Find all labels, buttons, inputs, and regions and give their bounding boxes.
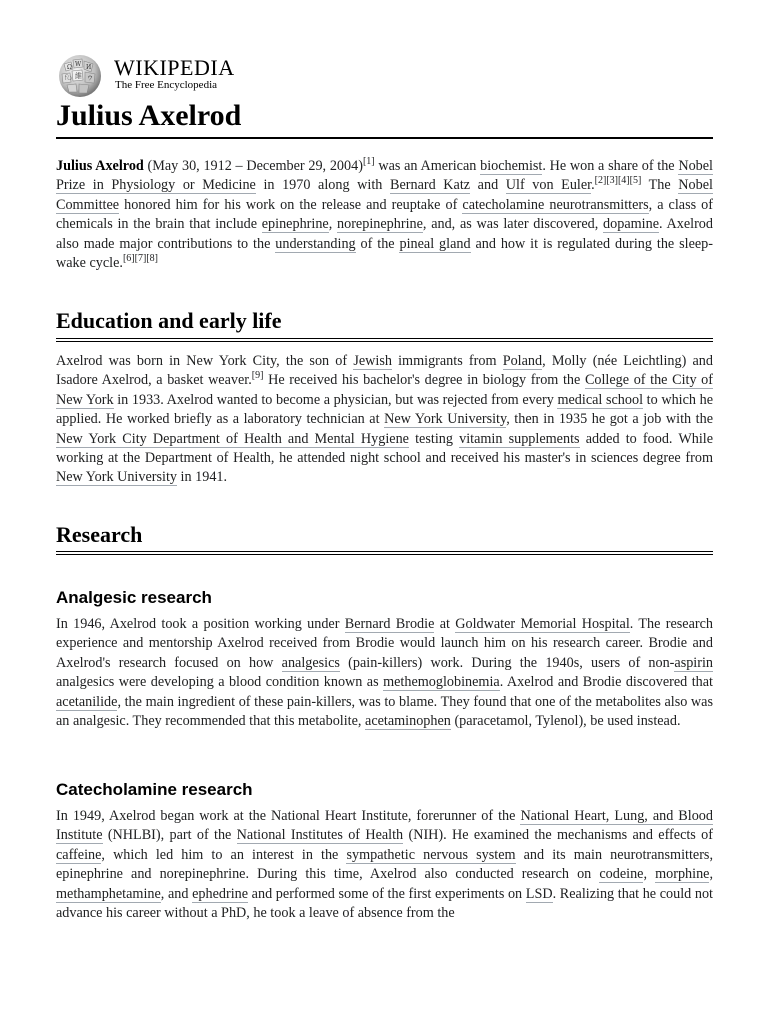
intro-paragraph: Julius Axelrod (May 30, 1912 – December 29, 2004)[1] was an American biochemist. He won a share of the Nobel Prize in Physiology or Medicine in 1970 along with Bernard Katz and Ulf von Euler.[2][3][4][5] The Nobel Committee honored him for his work on the release and reuptake of catecholamine neurotransmitters, a class of chemicals in the brain that include epinephrine, norepinephrine, and, as was later discovered, dopamine. Axelrod also made major contributions to the understanding of the pineal gland and how it is regulated during the sleep-wake cycle.[6][7][8] (56, 156, 714, 272)
section-divider-education (56, 338, 713, 342)
link-epinephrine[interactable]: epinephrine (261, 216, 329, 233)
link-methemoglobinemia[interactable]: methemoglobinemia (383, 674, 500, 691)
citation-ref[interactable]: [6][7][8] (122, 253, 158, 265)
subsection-heading-analgesic: Analgesic research (56, 588, 212, 607)
link-medical-school[interactable]: medical school (557, 391, 644, 408)
link-goldwater-memorial-hospital[interactable]: Goldwater Memorial Hospital (455, 616, 630, 632)
link-jewish[interactable]: Jewish (353, 353, 392, 369)
link-pineal-gland[interactable]: pineal gland (399, 235, 471, 252)
section-heading-research: Research (56, 522, 143, 547)
link-new-york-city-department-of-health-and-mental-hygiene[interactable]: New York City Department of Health and Mental Hygiene (56, 430, 409, 447)
link-biochemist[interactable]: biochemist (480, 158, 543, 174)
link-national-institutes-of-health[interactable]: National Institutes of Health (236, 827, 404, 844)
link-national-heart-lung-and-blood-institute[interactable]: National Heart, Lung, and Blood Institute (56, 808, 713, 844)
link-vitamin-supplements[interactable]: vitamin supplements (459, 430, 580, 447)
education-paragraph: Axelrod was born in New York City, the son of Jewish immigrants from Poland, Molly (née Leichtling) and Isadore Axelrod, a basket weaver.[9] He received his bachelor's degree in biology from the College of the City of New York in 1933. Axelrod wanted to become a physician, but was rejected from every medical school to which he applied. He worked briefly as a laboratory technician at New York University, then in 1935 he got a job with the New York City Department of Health and Mental Hygiene testing vitamin supplements added to food. While working at the Department of Health, he attended night school and received his master's in sciences degree from New York University in 1941. (56, 353, 714, 486)
citation-ref[interactable]: [1] (362, 156, 375, 167)
svg-text:W: W (75, 61, 82, 68)
link-caffeine[interactable]: caffeine (56, 846, 102, 863)
section-heading-education: Education and early life (56, 308, 282, 333)
link-new-york-university[interactable]: New York University (56, 469, 177, 486)
wikipedia-wordmark[interactable]: WIKIPEDIA (114, 55, 235, 80)
link-aspirin[interactable]: aspirin (674, 654, 714, 671)
link-acetaminophen[interactable]: acetaminophen (365, 713, 451, 730)
wikipedia-globe-logo-icon[interactable] (56, 54, 104, 98)
link-college-of-the-city-of-new-york[interactable]: College of the City of New York (56, 372, 713, 408)
svg-text:ি: ি (65, 75, 73, 82)
link-lsd[interactable]: LSD (525, 885, 553, 902)
link-sympathetic-nervous-system[interactable]: sympathetic nervous system (346, 846, 516, 863)
link-bernard-katz[interactable]: Bernard Katz (390, 177, 471, 194)
subsection-heading-catecholamine: Catecholamine research (56, 780, 253, 799)
svg-text:ウ: ウ (87, 75, 94, 82)
link-poland[interactable]: Poland (502, 353, 543, 369)
link-ulf-von-euler[interactable]: Ulf von Euler (505, 177, 592, 194)
svg-text:И: И (86, 64, 92, 71)
link-new-york-university[interactable]: New York University (384, 411, 507, 428)
link-acetanilide[interactable]: acetanilide (56, 693, 118, 710)
link-nobel-committee[interactable]: Nobel Committee (56, 177, 713, 213)
link-morphine[interactable]: morphine (655, 866, 710, 883)
link-codeine[interactable]: codeine (599, 866, 644, 883)
citation-ref[interactable]: [2][3][4][5] (594, 175, 642, 187)
link-norepinephrine[interactable]: norepinephrine (337, 216, 423, 233)
site-header[interactable] (56, 54, 356, 98)
catecholamine-paragraph: In 1949, Axelrod began work at the National Heart Institute, forerunner of the National Heart, Lung, and Blood Institute (NHLBI), part of the National Institutes of Health (NIH). He examined the mechanisms and effects of caffeine, which led him to an interest in the sympathetic nervous system and its main neurotransmitters, epinephrine and norepinephrine. During this time, Axelrod also conducted research on codeine, morphine, methamphetamine, and ephedrine and performed some of the first experiments on LSD. Realizing that he could not advance his career without a PhD, he took a leave of absence from the (56, 808, 714, 922)
page-title: Julius Axelrod (56, 99, 242, 132)
link-understanding[interactable]: understanding (275, 235, 356, 252)
link-ephedrine[interactable]: ephedrine (192, 885, 249, 902)
link-bernard-brodie[interactable]: Bernard Brodie (344, 616, 435, 632)
citation-ref[interactable]: [9] (251, 370, 264, 382)
link-analgesics[interactable]: analgesics (281, 654, 340, 671)
section-divider-research (56, 551, 713, 555)
link-methamphetamine[interactable]: methamphetamine (56, 885, 161, 902)
link-nobel-prize-in-physiology-or-medicine[interactable]: Nobel Prize in Physiology or Medicine (56, 158, 714, 194)
analgesic-paragraph: In 1946, Axelrod took a position working under Bernard Brodie at Goldwater Memorial Hospital. The research experience and mentorship Axelrod received from Brodie would launch him on his research career. Brodie and Axelrod's research focused on how analgesics (pain-killers) work. During the 1940s, users of non-aspirin analgesics were developing a blood condition known as methemoglobinemia. Axelrod and Brodie discovered that acetanilide, the main ingredient of these pain-killers, was to blame. They found that one of the metabolites also was an analgesic. They recommended that this metabolite, acetaminophen (paracetamol, Tylenol), be used instead. (56, 616, 714, 730)
link-catecholamine-neurotransmitters[interactable]: catecholamine neurotransmitters (462, 196, 649, 213)
bold-term: Julius Axelrod (56, 158, 144, 174)
wikipedia-tagline: The Free Encyclopedia (115, 79, 218, 91)
title-divider (56, 137, 713, 139)
link-dopamine[interactable]: dopamine (603, 216, 659, 233)
svg-text:Ω: Ω (67, 64, 72, 71)
svg-text:維: 維 (75, 72, 82, 80)
